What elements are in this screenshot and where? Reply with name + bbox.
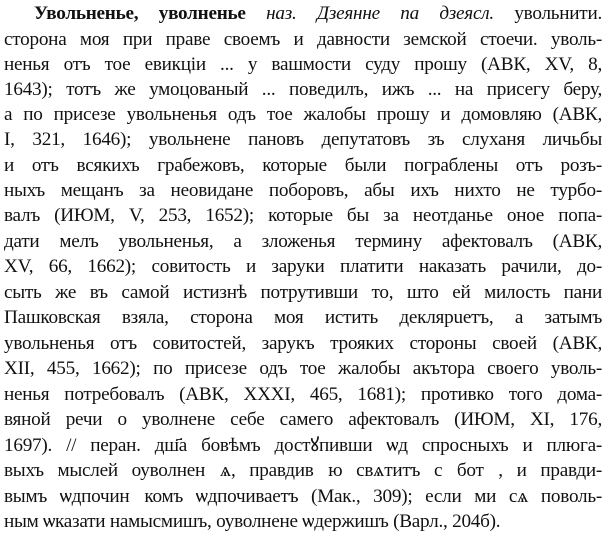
entry-line: сторона моя при праве своемъ и давности земской стоечи. уволь- — [4, 29, 602, 50]
entry-line: дати мелъ увольненья, а зложенья термину афектовалъ (АВК, — [4, 231, 602, 252]
entry-line: и отъ всякихъ грабежовъ, которые были пограблены отъ розъ- — [4, 155, 602, 176]
entry-line: выхъ мыслей оуволненⷭѧ, правдивꙋю свѧтитъ сꙋботꙋ, и правди- — [4, 460, 602, 481]
entry-line: 1643); тотъ же умоцованый ... поведилъ, ижъ ... на присегу беру, — [4, 79, 602, 100]
entry-line: сыть же въ самой истизнѣ потрутивши то, што ей милость пани — [4, 282, 602, 303]
entry-line: XV, 66, 1662); совитость и заруки платити наказать рачили, до- — [4, 256, 602, 277]
entry-line: увольненья отъ совитостей, зарукъ трояких стороны своей (АВК, — [4, 333, 602, 354]
entry-line: 1697). // перан. дш҃а бовѣмъ достꙋпивши ѡд спросныхъ и плюга- — [4, 435, 602, 456]
entry-line: ным ѡказати намысмишъ, оуволнене ѡдержишъ (Варл., 204б). — [4, 511, 501, 532]
entry-line: вяной речи о уволнене себе самего афектовалъ (ИЮМ, XI, 176, — [4, 409, 602, 430]
entry-line: XII, 455, 1662); по присезе одъ тое жалобы акътора своего уволь- — [4, 358, 602, 379]
entry-line: ныхъ мещанъ за неовидане поборовъ, абы ихъ нихто не турбо- — [4, 180, 602, 201]
definition: Дзеянне па дзеясл. — [316, 3, 494, 24]
entry-line-1 — [34, 2, 602, 25]
entry-line: Пашковская взяла, сторона моя истить деклярuетъ, а затымъ — [4, 307, 602, 328]
entry-line: ненья отъ тое евикціи ... у вашмости суду прошу (АВК, XV, 8, — [4, 54, 602, 75]
entry-line: I, 321, 1646); увольнене пановъ депутатовъ зъ слуханя личьбы — [4, 129, 602, 150]
headword: Увольненье, уволненье — [34, 3, 246, 24]
grammar-label: наз. — [266, 3, 297, 24]
entry-line: а по присезе увольненья одъ тое жалобы прошу и домовляю (АВК, — [4, 104, 602, 125]
entry-line: вымъ ѡдпочинⷭкомъ ѡдпочиваетъ (Мак., 309); если ми сѧ поволь- — [4, 486, 602, 507]
crossref: увольнити. — [514, 3, 603, 24]
entry-line: ненья потребовалъ (АВК, XXXI, 465, 1681); противко того дома- — [4, 384, 602, 405]
entry-line: валъ (ИЮМ, V, 253, 1652); которые бы за неотданье оное попа- — [4, 205, 602, 226]
